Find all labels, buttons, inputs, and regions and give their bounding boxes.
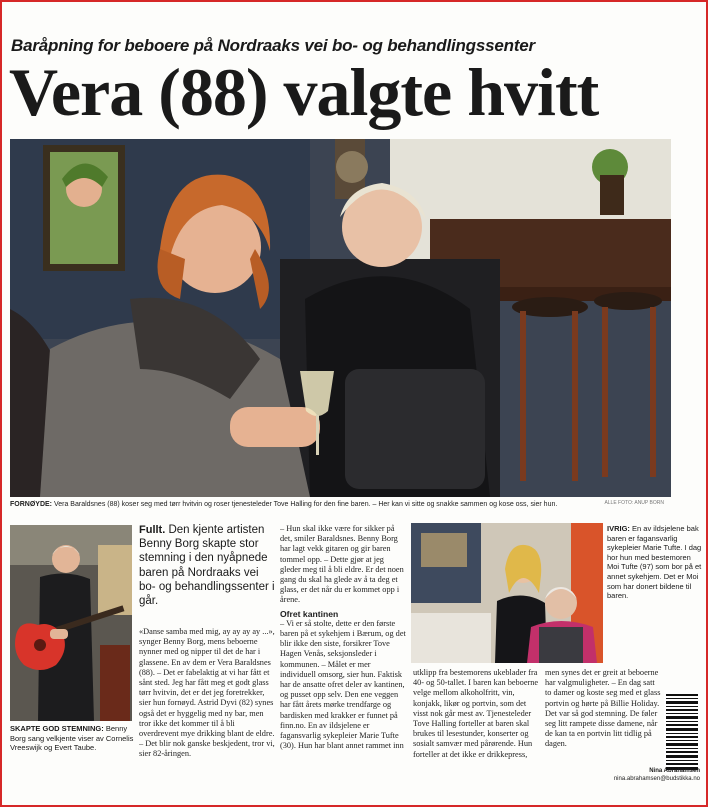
main-caption-text: Vera Baraldsnes (88) koser seg med tørr hvitvin og roser tjenesteleder Tove Halling for den fine baren. – Her kan vi sitte og snakke sammen og kose oss, sier hun.	[53, 501, 558, 508]
left-photo	[10, 525, 132, 721]
main-photo-caption	[10, 500, 671, 509]
article-headline: Vera (88) valgte hvitt	[9, 54, 599, 130]
article-lead	[139, 523, 275, 608]
main-photo-illustration	[10, 139, 671, 497]
lead-label: Fullt.	[139, 524, 166, 536]
column-2-subhead: Ofret kantinen	[280, 608, 339, 619]
author-signature	[602, 767, 700, 783]
photo-credit: ALLE FOTO: ANUP BORN	[604, 500, 664, 506]
lead-text: Den kjente artisten Benny Borg skapte stor stemning i den nyåpnede baren på Nordraaks vei bo- og behandlingssenter i går.	[139, 524, 275, 608]
right-photo	[411, 523, 603, 663]
article-kicker: Baråpning for beboere på Nordraaks vei bo- og behandlingssenter	[11, 36, 535, 55]
body-column-4	[545, 668, 661, 764]
barcode-graphic	[664, 690, 700, 774]
main-photo	[10, 139, 671, 497]
right-caption-label: IVRIG:	[607, 524, 630, 533]
body-column-1	[139, 627, 275, 795]
left-photo-illustration	[10, 525, 132, 721]
left-caption-text: Benny Borg sang velkjente viser av Cornelis Vreeswijk og Evert Taube.	[10, 724, 134, 752]
author-email: nina.abrahamsen@budstikka.no	[613, 776, 700, 782]
author-name: Nina Abrahamsen	[649, 768, 700, 774]
left-photo-caption	[10, 724, 134, 753]
main-caption-label: FORNØYDE:	[10, 501, 52, 508]
right-photo-caption	[607, 524, 703, 601]
column-2-text-a: – Hun skal ikke være for sikker på det, smiler Baraldsnes. Benny Borg har lagt vekk gitaren og gir baren tommel opp. – Dette gjør at jeg gleder meg til å bli eldre. Er det noen gang du skal ha glede av å ta deg et glass, er det når du er kommet opp i årene.	[280, 524, 404, 605]
right-caption-text: En av ildsjelene bak baren er fagansvarlig sykepleier Marie Tufte. I dag hor hun med bestemoren Moi Tufte (97) som bor på et annet sykehjem. Det er Moi som har donert bildene til baren.	[607, 524, 702, 601]
left-caption-label: SKAPTE GOD STEMNING:	[10, 724, 104, 733]
body-column-2	[280, 524, 406, 792]
column-1-text: «Danse samba med mig, ay ay ay ay ...», synger Benny Borg, mens beboerne nynner med og nipper til det de har i glassene. En av dem er Vera Baraldsnes (88). – Det er fabelaktig at vi har fått et sånt sted. Jeg har fått meg et godt glass tørr hvitvin, det er det jeg foretrekker, sier hun fornøyd. Astrid Dyvi (82) synes også det er hyggelig med ny bar, men tror ikke det kommer til å bli overdrevent mye drikking blant de eldre. – Det blir nok ganske beskjedent, tror vi, sier 82-åringen.	[139, 627, 275, 759]
column-3-text: utklipp fra bestemorens ukeblader fra 40- og 50-tallet. I baren kan beboerne velge mellom alkoholfritt, vin, konjakk, likør og portvin, som det visst nok går mest av. Tjenesteleder Tove Halling forteller at baren skal brukes til lesestunder, konserter og sosialt samvær med pårørende. Hun forteller at det ikke er drikkepress,	[413, 668, 539, 759]
column-4-text: men synes det er greit at beboerne har valgmuligheter. – En dag satt to damer og koste seg med et glass portvin og hørte på Billie Holiday. Det var så god stemning. De føler seg litt rampete disse damene, når de kan ta en portvin litt tidlig på dagen.	[545, 668, 661, 749]
right-photo-illustration	[411, 523, 603, 663]
column-2-text-b: – Vi er så stolte, dette er den første baren på et sykehjem i Bærum, og det blir ikke den siste, forsikrer Tove Hagen Venås, seksjonsleder i kommunen. – Målet er mer individuell omsorg, sier hun. Faktisk har de ansatte ofret deler av kantinen, og pusset opp selv. Den ene veggen har fått årets mørke trendfarge og bardisken med krakker er funnet på finn.no. En av ildsjelene er fagansvarlig sykepleier Marie Tufte (30). Hun har blant annet rammet inn	[280, 618, 406, 751]
body-column-3	[413, 668, 541, 794]
